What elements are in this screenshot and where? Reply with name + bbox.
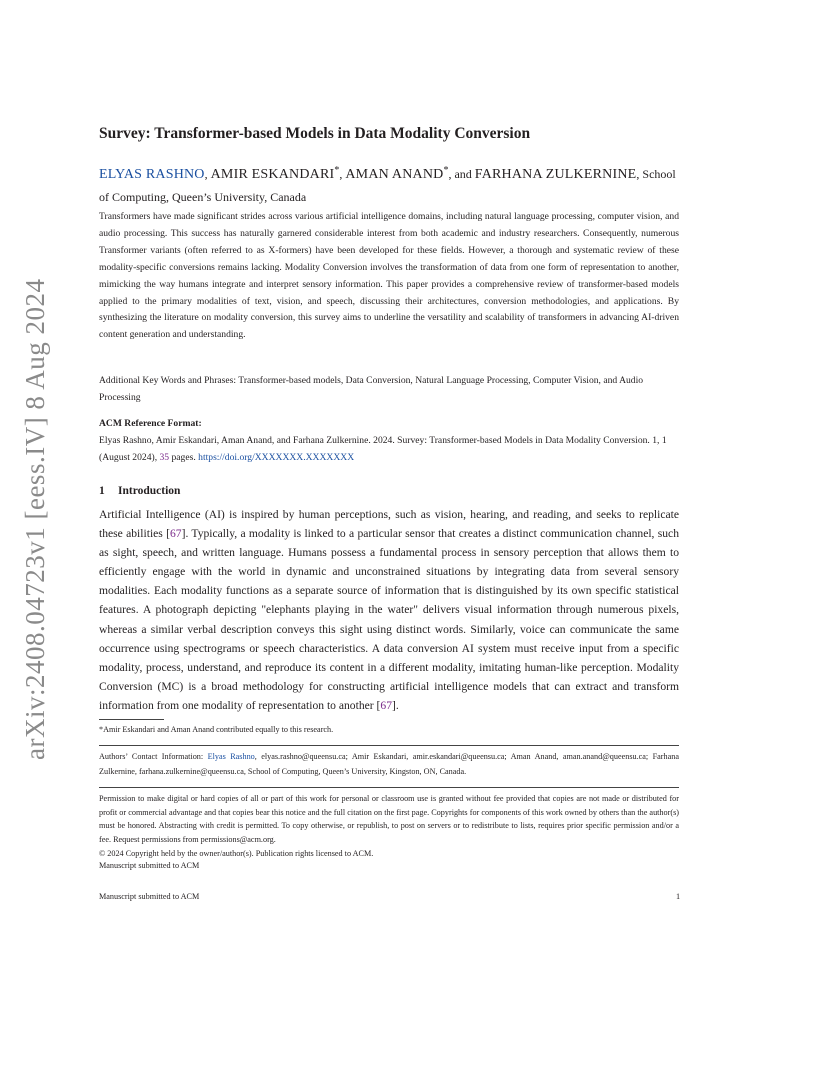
manuscript-note: Manuscript submitted to ACM [99,861,200,870]
author-eskandari: AMIR ESKANDARI [210,167,335,182]
author-separator: , and [448,167,475,181]
author-separator: , [339,167,346,181]
contact-details: , elyas.rashno@queensu.ca; Amir Eskandari, amir.eskandari@queensu.ca; Aman Anand, aman.anand@queensu.ca; Farhana Zulkernine, farhana.zulkernine@queensu.ca, School of Computing, Queen’s University, Kingston, ON, Canada. [99,752,679,776]
affiliation: , School of Computing, Queen’s University, Canada [99,167,676,204]
permission-notice: Permission to make digital or hard copies of all or part of this work for personal or classroom use is granted without fee provided that copies are not made or distributed for profit or commercial advantage and that copies bear this notice and the full citation on the first page. Copyrights for components of this work owned by others than the author(s) must be honored. Abstracting with credit is permitted. To copy otherwise, or republish, to post on servers or to redistribute to lists, requires prior specific permission and/or a fee. Request permissions from permissions@acm.org. [99,794,679,844]
author-anand: AMAN ANAND [345,167,444,182]
abstract: Transformers have made significant strides across various artificial intelligence domains, including natural language processing, computer vision, and audio processing. This success has naturally garnered considerable interest from both academic and industry researchers. Consequently, numerous Transformer variants (often referred to as X-formers) have been developed for these fields. However, a thorough and systematic review of these modality-specific conversions remains lacking. Modality Conversion involves the transformation of data from one form of representation to another, mimicking the way humans integrate and interpret sensory information. This paper provides a comprehensive review of transformer-based models applied to the primary modalities of text, vision, and speech, discussing their architectures, conversion methodologies, and applications. By synthesizing the literature on modality conversion, this survey aims to underline the versatility and scalability of transformers in advancing AI-driven content generation and understanding. [99,211,679,341]
acm-reference [99,432,679,466]
page-count-link[interactable]: 35 [159,452,170,463]
arxiv-identifier: arXiv:2408.04723v1 [eess.IV] 8 Aug 2024 [20,278,50,760]
equal-contribution-mark: * [443,165,449,176]
contact-info [99,750,679,779]
footnote-rule [99,719,164,720]
intro-text: ]. [391,698,399,712]
intro-paragraph [99,505,679,715]
section-title: Introduction [118,485,181,497]
intro-text: ]. Typically, a modality is linked to a particular sensor that creates a distinct communication channel, such as sight, speech, and written language. Humans possess a fundamental process in sensory perception that allows them to efficiently engage with the world in dynamic and unconstrained situations by integrating data from several sensory modalities. Each modality functions as a separate source of information that is distinguished by its own specific statistical features. A photograph depicting "elephants playing in the water" delivers visual information through numerous pixels, whereas a similar verbal description conveys this sight using distinct words. Similarly, voice can communicate the same occurrence using spectrograms or speech characteristics. A data conversion AI system must receive input from a specific modality, process, understand, and reproduce its content in a different modality, imitating human-like perception. Modality Conversion (MC) is a broad methodology for constructing artificial intelligence models that can extract and transform information from one modality of representation to another [ [99,527,680,712]
author-contact-link[interactable]: Elyas Rashno [207,752,255,761]
page-number: 1 [676,892,681,901]
author-link-rashno[interactable]: ELYAS RASHNO [99,167,205,182]
footnote: *Amir Eskandari and Aman Anand contributed equally to this research. [99,725,334,734]
author-zulkernine: FARHANA ZULKERNINE [474,167,637,182]
acm-reference-pages: pages. [169,452,199,463]
acm-reference-heading: ACM Reference Format: [99,418,202,429]
contact-rule-top [99,745,679,746]
intro-text: Artificial Intelligence (AI) is inspired by human perceptions, such as vision, hearing, and reading, and seeks to replicate these abilities [ [99,508,679,541]
citation-link[interactable]: 67 [380,698,392,712]
paper-title: Survey: Transformer-based Models in Data Modality Conversion [99,125,531,142]
contact-prefix: Authors’ Contact Information: [99,752,208,761]
author-list [99,159,679,209]
copyright-notice: © 2024 Copyright held by the owner/author(s). Publication rights licensed to ACM. [99,849,374,858]
doi-link[interactable]: https://doi.org/XXXXXXX.XXXXXXX [198,452,355,463]
author-separator: , [204,167,211,181]
footer-manuscript: Manuscript submitted to ACM [99,892,200,901]
acm-reference-text: Elyas Rashno, Amir Eskandari, Aman Anand, and Farhana Zulkernine. 2024. Survey: Transformer-based Models in Data Modality Conversion. 1, 1 (August 2024), [99,435,667,463]
keywords: Additional Key Words and Phrases: Transformer-based models, Data Conversion, Natural Language Processing, Computer Vision, and Audio Processing [99,375,644,403]
contact-rule-bottom [99,787,679,788]
citation-link[interactable]: 67 [169,527,182,541]
section-number: 1 [99,485,105,497]
equal-contribution-mark: * [334,165,340,176]
section-heading [99,485,679,497]
